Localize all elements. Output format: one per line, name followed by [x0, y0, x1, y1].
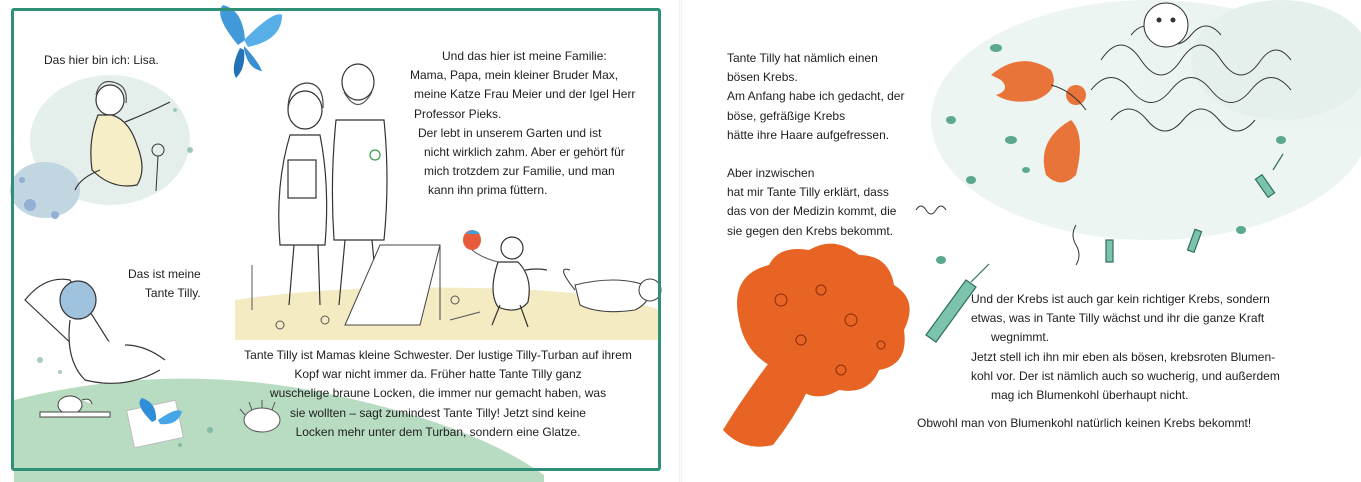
family-line: mich trotzdem zur Familie, und man [424, 164, 615, 179]
text-line: Jetzt stell ich ihn mir eben als bösen, krebsroten Blumen- [971, 349, 1276, 364]
cauliflower-icon [723, 244, 910, 447]
text-line: das von der Medizin kommt, die [727, 204, 897, 219]
family-text [410, 47, 635, 201]
tilly-caption-line: Das ist meine [128, 267, 201, 281]
tilly-story-line: sie wollten – sagt zumindest Tante Tilly! Jetzt sind keine [290, 405, 586, 420]
tilly-story-line: Tante Tilly ist Mamas kleine Schwester. Der lustige Tilly-Turban auf ihrem [244, 348, 632, 362]
text-line: kohl vor. Der ist nämlich auch so wucherig, und außerdem [971, 368, 1280, 383]
paragraph-cancer-intro [727, 49, 904, 145]
text-line: wegnimmt. [991, 330, 1050, 345]
paragraph-cauliflower [971, 290, 1280, 405]
text-line: etwas, was in Tante Tilly wächst und ihr die ganze Kraft [971, 311, 1265, 326]
tilly-story-line: Kopf war nicht immer da. Früher hatte Tante Tilly ganz [294, 367, 582, 382]
left-page [0, 0, 680, 482]
tilly-story-text [238, 346, 638, 442]
ink-splatter-top [931, 0, 1361, 240]
family-line: nicht wirklich zahm. Aber er gehört für [424, 145, 625, 160]
closing-line: Obwohl man von Blumenkohl natürlich keinen Krebs bekommt! [917, 416, 1252, 430]
family-line: Mama, Papa, mein kleiner Bruder Max, [410, 68, 619, 83]
text-line: Aber inzwischen [727, 166, 815, 180]
right-page [681, 0, 1361, 482]
text-line: böse, gefräßige Krebs [727, 108, 846, 123]
text-line: Tante Tilly hat nämlich einen [727, 51, 878, 65]
text-line: hat mir Tante Tilly erklärt, dass [727, 185, 889, 200]
tilly-caption [128, 265, 201, 303]
text-line: mag ich Blumenkohl überhaupt nicht. [991, 388, 1189, 403]
tilly-story-line: wuschelige braune Locken, die immer nur gemacht haben, was [269, 386, 607, 401]
lisa-caption: Das hier bin ich: Lisa. [44, 53, 159, 67]
tilly-caption-line: Tante Tilly. [144, 286, 201, 301]
family-line: kann ihn prima füttern. [428, 183, 548, 198]
text-line: Am Anfang habe ich gedacht, der [727, 89, 905, 104]
text-line: bösen Krebs. [727, 70, 798, 85]
family-line: Und das hier ist meine Familie: [442, 49, 607, 63]
text-line: hätte ihre Haare aufgefressen. [727, 127, 890, 142]
family-line: Professor Pieks. [414, 106, 502, 121]
paragraph-medicine [727, 164, 896, 241]
text-line: Und der Krebs ist auch gar kein richtiger Krebs, sondern [971, 292, 1270, 306]
tilly-story-line: Locken mehr unter dem Turban, sondern eine Glatze. [295, 424, 581, 439]
family-line: meine Katze Frau Meier und der Igel Herr [414, 87, 636, 102]
text-line: sie gegen den Krebs bekommt. [727, 223, 894, 238]
family-line: Der lebt in unserem Garten und ist [418, 125, 602, 140]
